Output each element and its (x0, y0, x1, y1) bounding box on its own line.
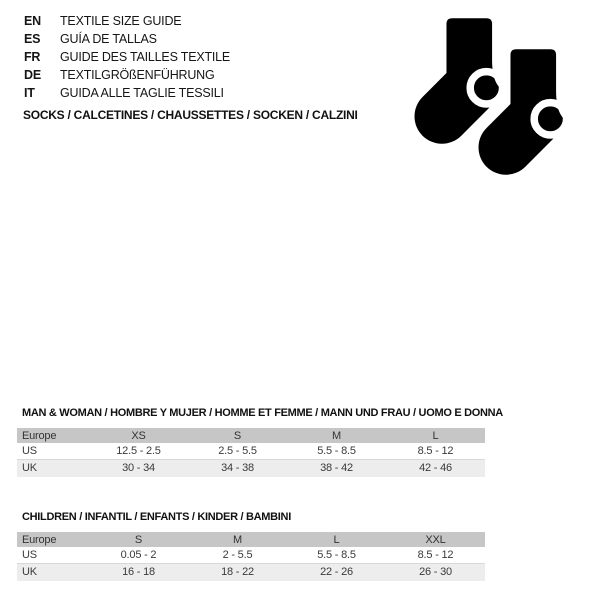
size-table-adults (17, 406, 503, 477)
size-value: 16 - 18 (122, 566, 155, 579)
language-list (24, 12, 230, 102)
language-row (24, 66, 230, 84)
language-label: TEXTILE SIZE GUIDE (60, 14, 182, 28)
column-header: S (134, 533, 143, 546)
language-label: TEXTILGRÖßENFÜHRUNG (60, 68, 215, 82)
language-code: ES (24, 32, 41, 46)
column-header: L (432, 429, 439, 442)
row-label: UK (22, 462, 37, 475)
language-label: GUÍA DE TALLAS (60, 32, 157, 46)
language-code: IT (24, 86, 35, 100)
table-row-uk (17, 564, 485, 581)
size-value: 30 - 34 (122, 462, 155, 475)
size-value: 8.5 - 12 (417, 445, 454, 457)
table-row-us (17, 547, 485, 564)
column-header: XS (131, 429, 146, 442)
table-row-uk (17, 460, 485, 477)
language-code: FR (24, 50, 41, 64)
category-title: SOCKS / CALCETINES / CHAUSSETTES / SOCKEN / CALZINI (23, 108, 358, 122)
size-value: 34 - 38 (221, 462, 254, 475)
size-value: 12.5 - 2.5 (116, 445, 161, 457)
language-code: EN (24, 14, 41, 28)
column-header: Europe (22, 429, 57, 442)
size-value: 8.5 - 12 (417, 549, 454, 561)
table-children (17, 532, 485, 581)
language-label: GUIDE DES TAILLES TEXTILE (60, 50, 231, 64)
column-header: XXL (425, 533, 446, 546)
column-header: Europe (22, 533, 57, 546)
row-label: US (22, 445, 37, 457)
size-value: 5.5 - 8.5 (317, 549, 356, 561)
table-header-row (17, 428, 485, 443)
size-value: 2 - 5.5 (222, 549, 253, 561)
size-value: 18 - 22 (221, 566, 254, 579)
table-adults (17, 428, 485, 477)
column-header: M (332, 429, 341, 442)
language-row (24, 30, 230, 48)
language-row (24, 84, 230, 102)
table-header-row (17, 532, 485, 547)
table-title-adults: MAN & WOMAN / HOMBRE Y MUJER / HOMME ET FEMME / MANN UND FRAU / UOMO E DONNA (22, 407, 503, 419)
socks-icon (405, 8, 575, 188)
size-value: 26 - 30 (419, 566, 452, 579)
column-header: S (233, 429, 242, 442)
row-label: US (22, 549, 37, 561)
language-label: GUIDA ALLE TAGLIE TESSILI (60, 86, 224, 100)
table-row-us (17, 443, 485, 460)
column-header: L (333, 533, 340, 546)
size-value: 38 - 42 (320, 462, 353, 475)
size-value: 5.5 - 8.5 (317, 445, 356, 457)
table-title-children: CHILDREN / INFANTIL / ENFANTS / KINDER / BAMBINI (22, 511, 291, 523)
size-value: 2.5 - 5.5 (218, 445, 257, 457)
size-table-children (17, 510, 485, 581)
size-value: 22 - 26 (320, 566, 353, 579)
size-value: 42 - 46 (419, 462, 452, 475)
language-row (24, 12, 230, 30)
row-label: UK (22, 566, 37, 579)
size-value: 0.05 - 2 (120, 549, 157, 561)
language-row (24, 48, 230, 66)
column-header: M (233, 533, 242, 546)
language-code: DE (24, 68, 41, 82)
